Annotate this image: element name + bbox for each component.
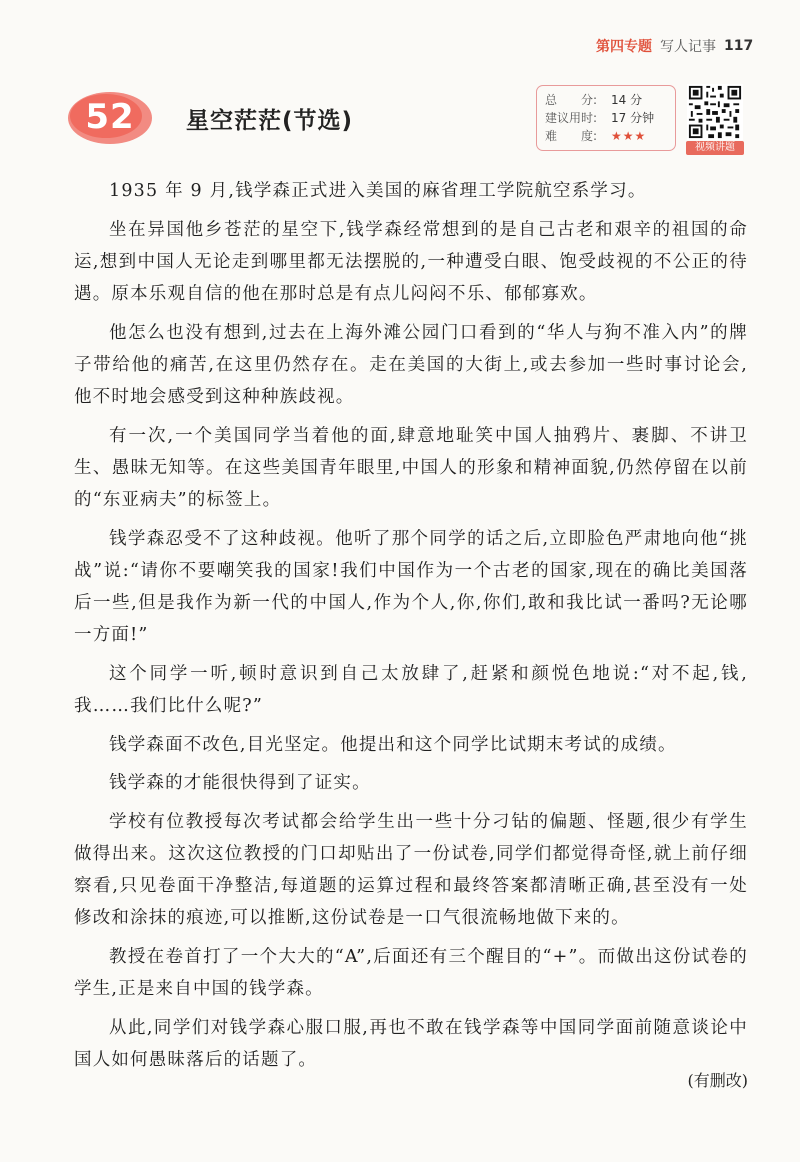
- paragraph: 1935 年 9 月,钱学森正式进入美国的麻省理工学院航空系学习。: [109, 181, 647, 201]
- paragraph: 钱学森忍受不了这种歧视。他听了那个同学的话之后,立即脸色严肃地向他“挑战”说:“请你不要嘲笑我的国家!我们中国作为一个古老的国家,现在的确比美国落后一些,但是我作为新一代的中国人,作为个人,你,你们,敢和我比试一番吗?无论哪一方面!”: [74, 528, 748, 646]
- total-value: 14 分: [611, 93, 643, 107]
- paragraph: 这个同学一听,顿时意识到自己太放肆了,赶紧和颜悦色地说:“对不起,钱,我……我们比什么呢?”: [74, 663, 748, 716]
- page-number: 117: [724, 38, 754, 54]
- paragraph: 坐在异国他乡苍茫的星空下,钱学森经常想到的是自己古老和艰辛的祖国的命运,想到中国人无论走到哪里都无法摆脱的,一种遭受白眼、饱受歧视的不公正的待遇。原本乐观自信的他在那时总是有点儿闷闷不乐、郁郁寡欢。: [74, 219, 748, 304]
- paragraph: 钱学森的才能很快得到了证实。: [109, 773, 371, 794]
- info-row-difficulty: [545, 127, 667, 145]
- paragraph: 从此,同学们对钱学森心服口服,再也不敢在钱学森等中国同学面前随意谈论中国人如何愚昧落后的话题了。: [74, 1017, 748, 1070]
- paragraph: 他怎么也没有想到,过去在上海外滩公园门口看到的“华人与狗不准入内”的牌子带给他的痛苦,在这里仍然存在。走在美国的大街上,或去参加一些时事讨论会,他不时地会感受到这种种族歧视。: [74, 322, 748, 407]
- info-row-time: [545, 109, 667, 127]
- edit-note: (有删改): [687, 1071, 748, 1090]
- paragraph: 教授在卷首打了一个大大的“A”,后面还有三个醒目的“+”。而做出这份试卷的学生,正是来自中国的钱学森。: [74, 946, 748, 1000]
- video-explanation-label[interactable]: 视频讲题: [686, 141, 744, 155]
- time-value: 17 分钟: [611, 111, 655, 125]
- difficulty-stars: ★★★: [611, 129, 647, 143]
- unit-label: 写人记事: [660, 39, 716, 55]
- page-header: [596, 36, 753, 56]
- difficulty-label: 难 度:: [545, 129, 598, 143]
- article-number-badge: [66, 88, 162, 150]
- article-number: 52: [85, 97, 135, 137]
- info-box: [536, 85, 676, 151]
- paragraph: 有一次,一个美国同学当着他的面,肆意地耻笑中国人抽鸦片、裹脚、不讲卫生、愚昧无知等。在这些美国青年眼里,中国人的形象和精神面貌,仍然停留在以前的“东亚病夫”的标签上。: [74, 425, 748, 510]
- article-body: [74, 175, 748, 1083]
- info-row-total: [545, 91, 667, 109]
- time-label: 建议用时:: [545, 111, 598, 125]
- paragraph: 学校有位教授每次考试都会给学生出一些十分刁钻的偏题、怪题,很少有学生做得出来。这次这位教授的门口却贴出了一份试卷,同学们都觉得奇怪,就上前仔细察看,只见卷面干净整洁,每道题的运算过程和最终答案都清晰正确,甚至没有一处修改和涂抹的痕迹,可以推断,这份试卷是一口气很流畅地做下来的。: [74, 811, 748, 929]
- qr-code-icon[interactable]: [686, 84, 744, 140]
- section-label: 第四专题: [596, 39, 652, 55]
- paragraph: 钱学森面不改色,目光坚定。他提出和这个同学比试期末考试的成绩。: [109, 734, 677, 755]
- total-label: 总 分:: [545, 93, 598, 107]
- article-title: 星空茫茫(节选): [186, 108, 354, 134]
